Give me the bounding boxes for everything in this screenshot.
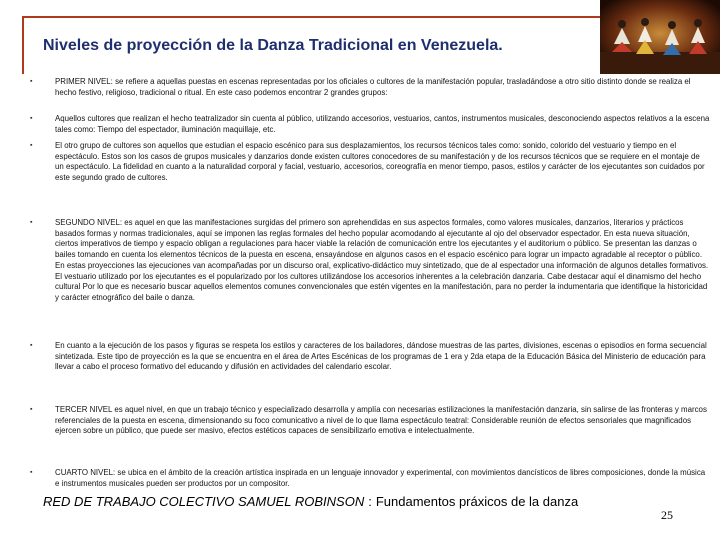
bullet-marker: ▪: [30, 142, 33, 149]
header-frame-top-line: [22, 16, 604, 18]
bullet-text: CUARTO NIVEL: se ubica en el ámbito de la creación artística inspirada en un lenguaje innovador y experimental, con movimientos dancísticos de libres composiciones, donde la música e instrumentos musicales pueden ser productos por un compositor.: [55, 468, 706, 488]
bullet-item-cultores-grupo-1: [30, 114, 710, 136]
bullet-marker: ▪: [30, 342, 33, 349]
header-frame-left-line: [22, 16, 24, 74]
bullet-text: PRIMER NIVEL: se refiere a aquellas puestas en escenas representadas por los oficiales o cultores de la manifestación popular, trasladándose a otro sitio distinto donde se realiza el hecho festivo, religioso, tradicional o ritual. En este caso podemos encontrar 2 grandes grupos:: [55, 77, 691, 97]
bullet-marker: ▪: [30, 469, 33, 476]
bullet-marker: ▪: [30, 219, 33, 226]
footer-subject: Fundamentos práxicos de la danza: [375, 494, 579, 509]
footer-network-name: RED DE TRABAJO COLECTIVO SAMUEL ROBINSON: [43, 494, 365, 509]
bullet-text: En cuanto a la ejecución de los pasos y figuras se respeta los estilos y caracteres de los bailadores, dándose muestras de las partes, divisiones, escenas o episodios en forma secuencial sintetizada. Este tipo de proyección es la que se encuentra en el área de Artes Escénicas de los programas de 1 era y 2da etapa de la Educación Básica del Ministerio de educación para llevar a cabo el proceso formativo del educando y difusión en actividades del calendario escolar.: [55, 341, 707, 372]
bullet-item-primer-nivel: [30, 77, 690, 117]
bullet-item-tercer-nivel: [30, 405, 707, 449]
bullet-item-ejecucion-pasos: [30, 341, 707, 385]
slide-title: Niveles de proyección de la Danza Tradicional en Venezuela.: [43, 37, 503, 54]
bullet-item-segundo-nivel: [30, 218, 709, 338]
bullet-marker: ▪: [30, 115, 33, 122]
bullet-marker: ▪: [30, 78, 33, 85]
bullet-text: Aquellos cultores que realizan el hecho teatralizador sin cuenta al público, utilizando accesorios, vestuarios, cantos, instrumentos musicales, desconociendo aspectos relativos a la escena tales como: Tiempo del espectador, iluminación maquillaje, etc.: [55, 114, 710, 134]
footer-separator: :: [368, 494, 372, 509]
bullet-item-cuarto-nivel: [30, 468, 706, 490]
footer-credit: [43, 494, 578, 509]
bullet-text: SEGUNDO NIVEL: es aquel en que las manifestaciones surgidas del primero son aprehendidas en sus aspectos formales, como valores musicales, danzarios, literarios y prácticos basados formas y normas tradicionales, aquí se imponen las reglas formales del hecho popular acomodando al ejecutante al ojo del observador espectador. En esta nueva situación, ciertos imperativos de tiempo y espacio obligan a regulaciones para hacer viable la relación de comunicación entre los ejecutantes y el auditorium o público. Se presentan las danzas o bailes tomando en cuenta los elementos técnicos de la puesta en escena, ensayándose en algunos casos en el espacio escénico para lograr un impacto agradable al receptor o público. En estas proyecciones las ejecuciones van acompañadas por un discurso oral, explicativo-didáctico muy sintetizado, que de al espectador una información de algunos detalles formativos. El vestuario utilizado por los ejecutantes es el popularizado por los cultores utilizándose los accesorios inherentes a la celebración danzaria. Cabe destacar aquí el dinamismo del hecho cultural Por lo que es necesario buscar aquellos elementos comunes convencionales que estén vigentes en la manifestación, para no perder la indumentaria que identifique la historicidad y carácter etnográfico del baile o danza.: [55, 218, 709, 302]
bullet-text: TERCER NIVEL es aquel nivel, en que un trabajo técnico y especializado desarrolla y amplía con necesarias estilizaciones la manifestación danzaria, sin salirse de las fronteras y marcos referenciales de la puesta en escena, dimensionando su foco comunicativo a nivel de lo que llama espectáculo teatral: Considerable reunión de efectos sensoriales que magnificados ejercen sobre un público, que puede ser masivo, efectos estéticos capaces de sensibilizarlo emotiva e intelectualmente.: [55, 405, 707, 436]
dance-performance-photo: [600, 0, 720, 74]
page-number: 25: [661, 508, 673, 522]
bullet-text: El otro grupo de cultores son aquellos que estudian el espacio escénico para sus desplazamientos, los recursos técnicos tales como: sonido, colorido del vestuario y tiempo en el espectáculo. Estos son los casos de grupos musicales y danzarios donde existen cultores conocedores de su manifestación y de los recursos técnicos que se requiere en el montaje de un espectáculo. La fidelidad en cuanto a la naturalidad corporal y facial, vestuario, accesorios, coreografía en menor tiempo, pasos, estilos y carácter de los ejecutantes son cuidados por este segundo grado de cultores.: [55, 141, 705, 183]
bullet-item-cultores-grupo-2: [30, 141, 705, 205]
bullet-marker: ▪: [30, 406, 33, 413]
